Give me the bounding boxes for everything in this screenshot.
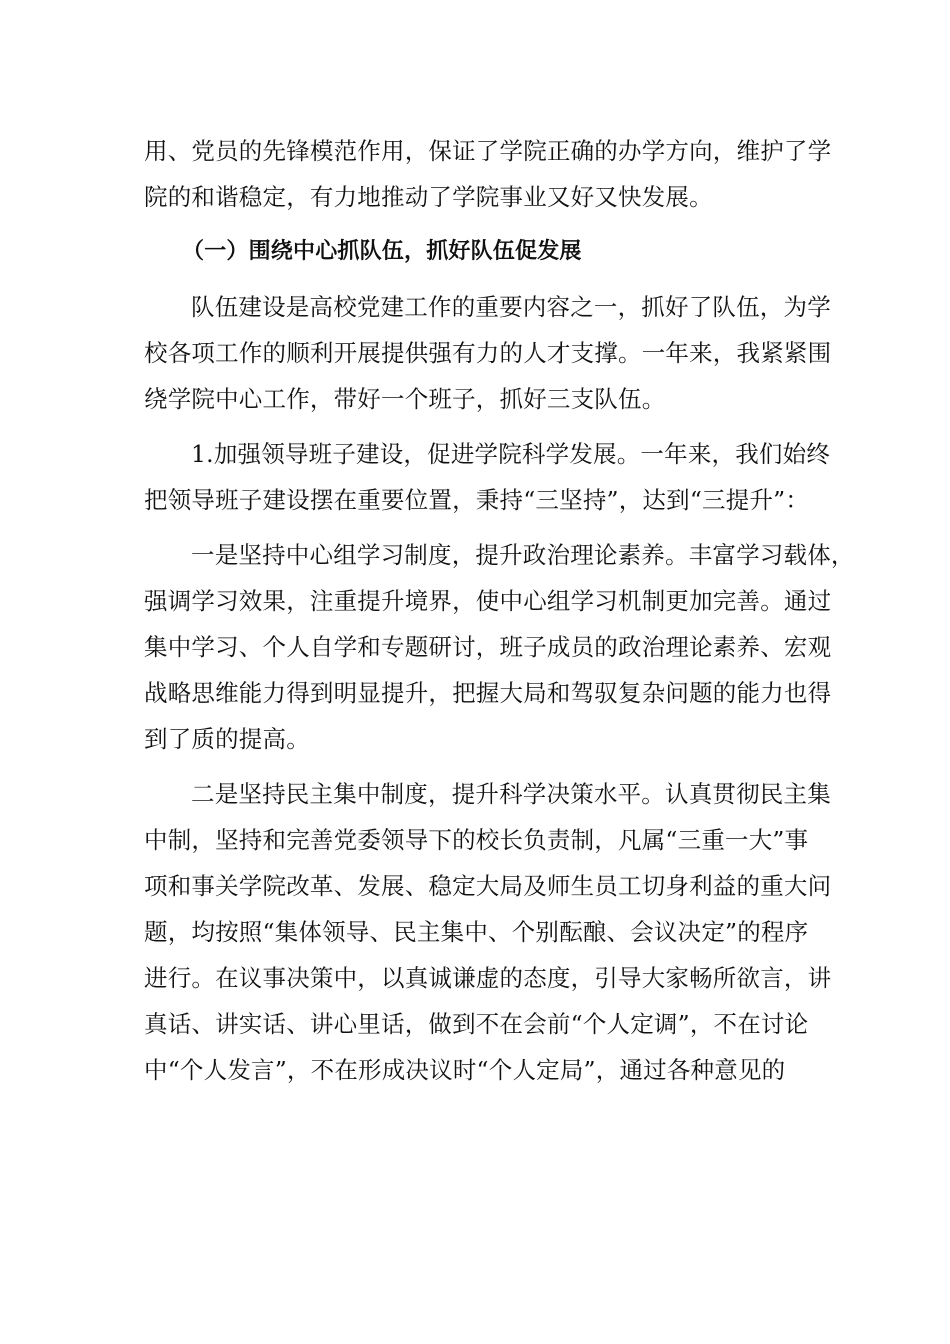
text-line: 中制，坚持和完善党委领导下的校长负责制，凡属“三重一大”事 [144,826,809,854]
text-line: 队伍建设是高校党建工作的重要内容之一，抓好了队伍，为学 [191,293,831,321]
text-line: 1.加强领导班子建设，促进学院科学发展。一年来，我们始终 [191,440,831,468]
text-line: 绕学院中心工作，带好一个班子，抓好三支队伍。 [144,385,666,413]
text-line: 进行。在议事决策中，以真诚谦虚的态度，引导大家畅所欲言，讲 [144,964,832,992]
text-line: 真话、讲实话、讲心里话，做到不在会前“个人定调”，不在讨论 [144,1010,809,1038]
text-line: 用、党员的先锋模范作用，保证了学院正确的办学方向，维护了学 [144,137,832,165]
text-line: 强调学习效果，注重提升境界，使中心组学习机制更加完善。通过 [144,587,832,615]
section-heading [144,229,809,275]
paragraph-continuation [144,128,832,220]
text-line: 集中学习、个人自学和专题研讨，班子成员的政治理论素养、宏观 [144,633,832,661]
text-line: 项和事关学院改革、发展、稳定大局及师生员工切身利益的重大问 [144,872,832,900]
section-heading-text: （一）围绕中心抓队伍，抓好队伍促发展 [182,239,582,264]
paragraph [144,771,832,1093]
text-line: 把领导班子建设摆在重要位置，秉持“三坚持”，达到“三提升”： [144,486,810,514]
document-body [144,128,855,1093]
text-line: 一是坚持中心组学习制度，提升政治理论素养。丰富学习载体， [191,541,855,569]
text-line: 校各项工作的顺利开展提供强有力的人才支撑。一年来，我紧紧围 [144,339,832,367]
text-line: 二是坚持民主集中制度，提升科学决策水平。认真贯彻民主集 [191,780,831,808]
text-line: 战略思维能力得到明显提升，把握大局和驾驭复杂问题的能力也得 [144,679,832,707]
text-line: 院的和谐稳定，有力地推动了学院事业又好又快发展。 [144,183,713,211]
text-line: 中“个人发言”，不在形成决议时“个人定局”，通过各种意见的 [144,1056,786,1084]
text-line: 到了质的提高。 [144,725,310,753]
paragraph [144,284,832,422]
paragraph [144,532,855,762]
paragraph [144,431,831,523]
text-line: 题，均按照“集体领导、民主集中、个别酝酿、会议决定”的程序 [144,918,809,946]
